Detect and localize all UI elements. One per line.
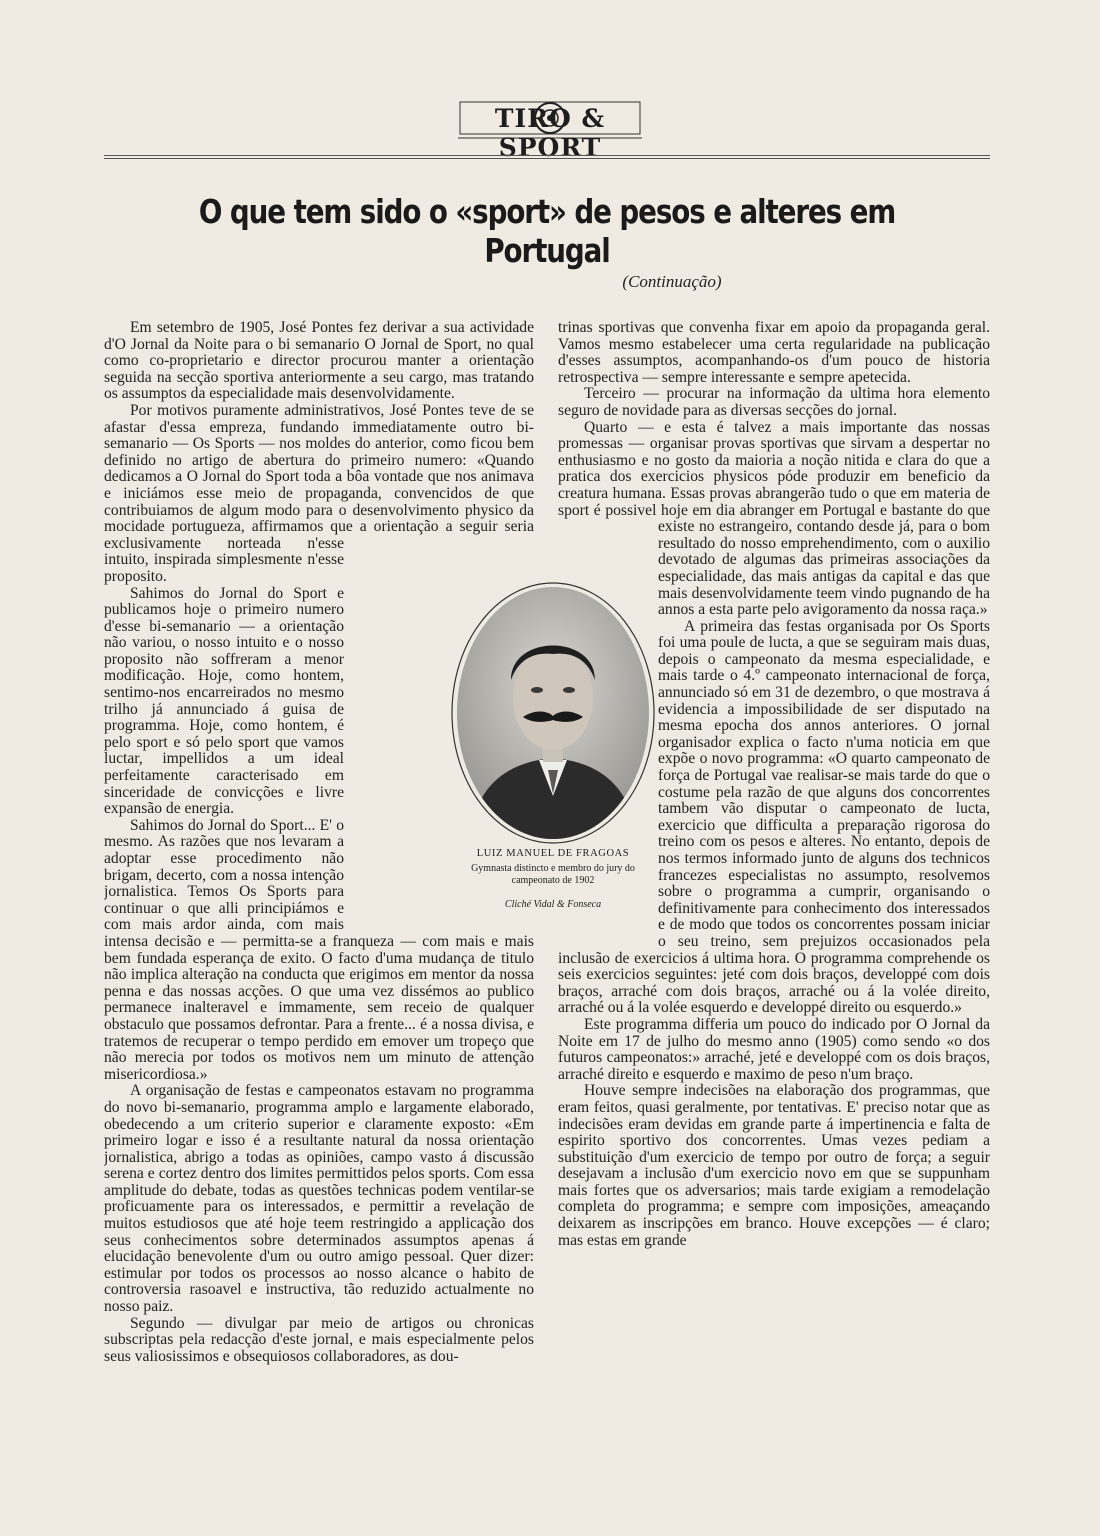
portrait-figure bbox=[448, 570, 658, 910]
paragraph: A organisação de festas e campeonatos estavam no programma do novo bi-semanario, programma amplo e largamente elaborado, obedecendo a um criterio superior e claramente exposto: «Em primeiro logar e isso é a resultante natural da nossa orientação jornalistica, abrigo a todas as opiniões, campo vasto á discussão serena e cortez dentro dos limites permittidos pelos sports. Com essa amplitude do debate, todas as questões technicas podem ventilar-se proficuamente para os interessados, e permittir a revelação de muitos estudiosos que até hoje teem restringido a applicação dos seus conhecimentos sobre determinados assumptos apenas á elucidação benevolente d'um ou outro amigo pessoal. Quer dizer: estimular por todos os processos ao nosso alcance o habito de controversia rasoavel e instructiva, tão reduzido actualmente no nosso paiz. bbox=[104, 1082, 534, 1316]
paragraph: Sahimos do Jornal do Sport e publicamos hoje o primeiro numero d'esse bi-semanario — a orientação não variou, o nosso intuito e o nosso proposito não soffreram a menor modificação. Hoje, como hontem, sentimo-nos encarreirados no mesmo trilho já annunciado á guisa de programma. Hoje, como hontem, é pelo sport e só pelo sport que vamos luctar, impellidos a um ideal perfeitamente caracterisado em sinceridade de convicções e livre expansão de energia. bbox=[104, 584, 344, 818]
paragraph: Quarto — e esta é talvez a mais importante das nossas promessas — organisar provas sportivas que sirvam a despertar no enthusiasmo e no gosto da maioria a noção nitida e clara do que a pratica dos exercicios physicos póde produzir em beneficio da creatura humana. Essas provas abrangerão tudo o que em materia de sport é possivel hoje em dia abranger em Portugal e bastante do que existe no estrangeiro, contando desde já, para o bom resultado do nosso emprehendimento, com o auxilio devotado de algumas das primeiras associações da especialidade, das mais antigas da capital e das que mais desenvolvidamente teem vindo pugnando de ha annos a esta parte pelo avigoramento da nossa raça.» bbox=[558, 418, 990, 619]
portrait-caption-name: LUIZ MANUEL DE FRAGOAS bbox=[476, 848, 630, 859]
left-column bbox=[104, 320, 534, 1510]
header-rule-top bbox=[104, 155, 990, 156]
portrait-caption-description: Gymnasta distincto e membro do jury do campeonato de 1902 bbox=[471, 863, 635, 886]
paragraph: Por motivos puramente administrativos, José Pontes teve de se afastar d'essa empreza, fundando immediatamente outro bi-semanario — Os Sports — nos moldes do anterior, como ficou bem definido no artigo de abertura do primeiro numero: «Quando dedicamos a O Jornal do Sport toda a bôa vontade que nos animava e iniciámos esse meio de propaganda, convencidos de que contribuiamos de algum modo para o desenvolvimento physico da mocidade portugueza, affirmamos que a orientação a seguir seria exclusivamente norteada n'esse intuito, inspirada simplesmente n'esse proposito. bbox=[104, 401, 534, 585]
masthead-text: TIRO & SPORT bbox=[494, 104, 606, 162]
article-title: O que tem sido o «sport» de pesos e alteres em Portugal bbox=[198, 192, 896, 270]
right-column bbox=[558, 320, 990, 1510]
paragraph: Terceiro — procurar na informação da ultima hora elemento seguro de novidade para as diversas secções do jornal. bbox=[558, 385, 990, 419]
paragraph: A primeira das festas organisada por Os Sports foi uma poule de lucta, a que se seguiram mais duas, depois o campeonato da mesma especialidade, e mais tarde o 4.º campeonato internacional de força, annunciado só em 31 de dezembro, o que mostrava á evidencia a impossibilidade de ser disputado na mesma epocha dos annos anteriores. O jornal organisador explica o facto n'uma noticia em que expõe o novo programma: «O quarto campeonato de força de Portugal vae realisar-se mais tarde do que o costume pela razão de que alguns dos concorrentes tambem vão disputar o campeonato de lucta, exercicio que difficulta a preparação rigorosa do treino com os pesos e alteres. No entanto, depois de nos termos informado junto de alguns dos technicos francezes especialistas no assumpto, resolvemos sobre o programma a cumprir, organisando o definitivamente para conhecimento dos interessados e de modo que todos os concorrentes possam iniciar o seu treino, sem prejuizos occasionados pela inclusão de exercicios á ultima hora. O programma comprehende os seis exercicios seguintes: jeté com dois braços, developpé com dois braços, arraché com dois braços, arraché ou á la volée direito, arraché ou á la volée esquerdo e developpé direito ou esquerdo.» bbox=[558, 617, 990, 1017]
portrait-photo bbox=[451, 582, 655, 844]
paragraph: Houve sempre indecisões na elaboração dos programmas, que eram feitos, quasi geralmente, por tentativas. E' preciso notar que as indecisões eram devidas em grande parte á impertinencia e falta de espirito sportivo dos concorrentes. Umas vezes pediam a substituição d'um exercicio de tempo por outro de força; a seguir desejavam a inclusão d'um exercicio novo em que se suppunham mais fortes que os adversarios; mais tarde exigiam a remodelação completa do programma; e sempre com imposições, ameaçando deixarem as inscripções em branco. Houve excepções — é claro; mas estas em grande bbox=[558, 1082, 990, 1249]
paragraph: Este programma differia um pouco do indicado por O Jornal da Noite em 17 de julho do mesmo anno (1905) como sendo «o dos futuros campeonatos:» arraché, jeté e developpé com os dois braços, arraché direito e esquerdo e maximo de peso n'um braço. bbox=[558, 1015, 990, 1083]
masthead bbox=[0, 98, 1100, 162]
header-rule-bottom bbox=[104, 158, 990, 159]
paragraph: trinas sportivas que convenha fixar em apoio da propaganda geral. Vamos mesmo estabelecer uma certa regularidade na publicação d'esses assumptos, acompanhando-os d'um pouco de historia retrospectiva — sempre interessante e sempre apetecida. bbox=[558, 320, 990, 386]
masthead-logo bbox=[452, 98, 648, 162]
portrait-credit: Cliché Vidal & Fonseca bbox=[504, 899, 602, 910]
paragraph: Segundo — divulgar par meio de artigos ou chronicas subscriptas pela redacção d'este jornal, e mais especialmente pelos seus valiosissimos e obsequiosos collaboradores, as dou- bbox=[104, 1314, 534, 1365]
article-subtitle: (Continuação) bbox=[622, 272, 722, 291]
paragraph: Em setembro de 1905, José Pontes fez derivar a sua actividade d'O Jornal da Noite para o bi semanario O Jornal de Sport, no qual como co-proprietario e director procurou manter a orientação seguida na secção sportiva anteriormente a seu cargo, mas tratando os assumptos da especialidade mais desenvolvidamente. bbox=[104, 320, 534, 403]
paragraph: Sahimos do Jornal do Sport... E' o mesmo. As razões que nos levaram a adoptar esse procedimento não brigam, decerto, com a nossa intenção jornalistica. Temos Os Sports para continuar o que alli principiámos e com mais ardor ainda, com mais intensa decisão e — permitta-se a franqueza — com mais e mais bem fundada esperança de exito. O facto d'uma mudança de titulo não implica alteração na conducta que erigimos em mentor da nossa penna e das nossas acções. O que uma vez dissémos ao publico permanece inalteravel e immamente, sem receio de qualquer obstaculo que possamos defrontar. Para a frente... é a nossa divisa, e tratemos de recuperar o tempo perdido em emover um tropeço que não merecia por todos os motivos nem um minuto de attenção misericordiosa.» bbox=[104, 816, 534, 1083]
